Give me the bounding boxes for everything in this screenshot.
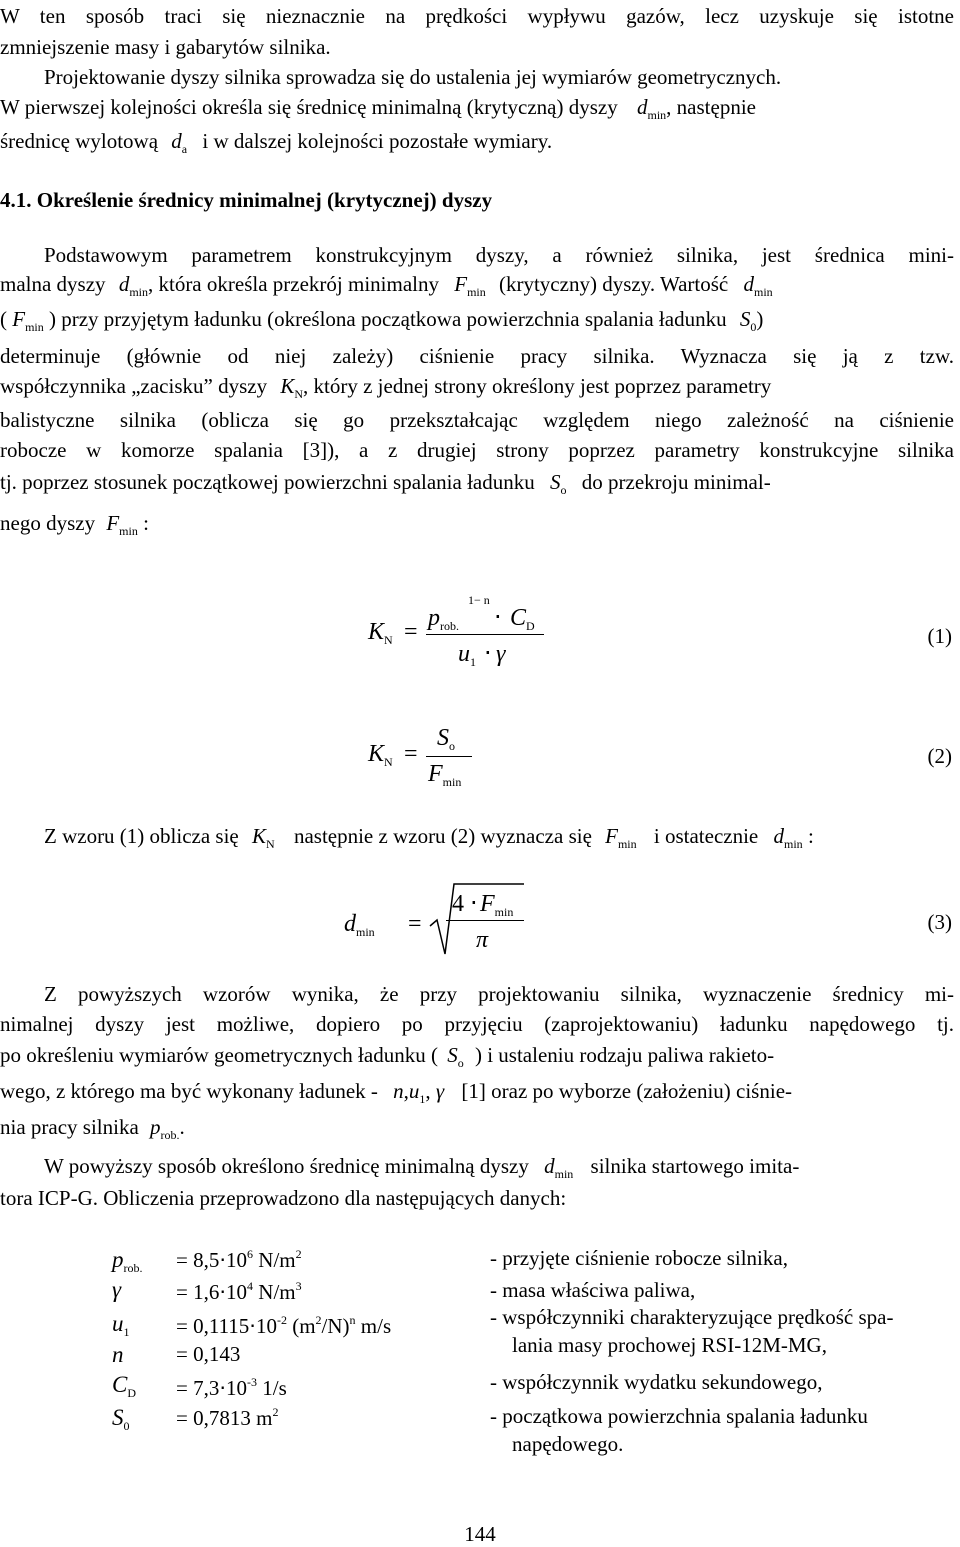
- row-symbol: $p_{rob.}$: [112, 1247, 143, 1275]
- row-symbol: n: [112, 1342, 124, 1367]
- row-symbol: $C_D$: [112, 1372, 137, 1400]
- text-line: tj. poprzez stosunek początkowej powierzchni spalania ładunku $S_o$ do przekroju minimal-: [0, 470, 771, 497]
- symbol-d-a: $d_a$: [171, 129, 188, 156]
- text-line: robocze w komorze spalania [3]), a z drugiej strony poprzez parametry konstrukcyjne silnika: [0, 438, 954, 462]
- text-line: determinuje (głównie od niej zależy) ciśnienie pracy silnika. Wyznacza się ją z tzw.: [0, 344, 954, 368]
- text-line: [0, 97, 954, 121]
- row-symbol: $u_1$: [112, 1311, 130, 1339]
- row-description-cont: napędowego.: [512, 1432, 624, 1456]
- text-line: wego, z którego ma być wykonany ładunek - $n,u_1$, γ [1] oraz po wyborze (założeniu) ciśnie-: [0, 1079, 793, 1106]
- symbol-d-min: $d_{min}$: [637, 95, 667, 122]
- row-value: = $8,5\cdot 10^6$ $N/m^2$: [176, 1247, 302, 1272]
- text-span: średnicę wylotową: [0, 129, 159, 153]
- text-line: po określeniu wymiarów geometrycznych ładunku ( $S_o$ ) i ustaleniu rodzaju paliwa rakieto-: [0, 1043, 775, 1070]
- text-line: Z wzoru (1) oblicza się $K_N$ następnie z wzoru (2) wyznacza się $F_{min}$ i ostatecznie $d_{min}$ :: [44, 824, 814, 851]
- text-span: , następnie: [666, 95, 756, 119]
- text-line: Projektowanie dyszy silnika sprowadza się do ustalenia jej wymiarów geometrycznych.: [44, 65, 782, 89]
- text-line: współczynnika „zacisku” dyszy $K_N$, który z jednej strony określony jest poprzez parametry: [0, 374, 772, 401]
- section-heading: 4.1. Określenie średnicy minimalnej (krytycznej) dyszy: [0, 188, 493, 212]
- row-symbol: $S_0$: [112, 1405, 130, 1433]
- text-line: balistyczne silnika (oblicza się go przekształcając względem niego zależność na ciśnienie: [0, 408, 954, 432]
- row-value: = $7,3\cdot 10^{-3}$ 1/s: [176, 1375, 287, 1400]
- row-description-cont: lania masy prochowej RSI-12M-MG,: [512, 1333, 827, 1357]
- text-line: nimalnej dyszy jest możliwe, dopiero po przyjęciu (zaprojektowaniu) ładunku napędowego tj.: [0, 1012, 954, 1036]
- row-description: - masa właściwa paliwa,: [490, 1278, 696, 1302]
- row-description: - współczynniki charakteryzujące prędkość spa-: [490, 1305, 894, 1329]
- text-line: tora ICP-G. Obliczenia przeprowadzono dla następujących danych:: [0, 1186, 567, 1210]
- text-line: W powyższy sposób określono średnicę minimalną dyszy $d_{min}$ silnika startowego imita-: [44, 1154, 800, 1181]
- text-line: ( $F_{min}$ ) przy przyjętym ładunku (określona początkowa powierzchnia spalania ładunku $S_0$): [0, 307, 764, 334]
- text-span: W pierwszej kolejności określa się średnicę minimalną (krytyczną) dyszy: [0, 95, 618, 119]
- row-symbol: γ: [112, 1277, 122, 1302]
- row-value: = $1,6\cdot 10^4$ $N/m^3$: [176, 1279, 302, 1304]
- text-line: W ten sposób traci się nieznacznie na prędkości wypływu gazów, lecz uzyskuje się istotne: [0, 4, 954, 28]
- text-line: nia pracy silnika $p_{rob.}$.: [0, 1115, 185, 1142]
- text-span: i w dalszej kolejności pozostałe wymiary.: [202, 129, 553, 153]
- text-line: Z powyższych wzorów wynika, że przy projektowaniu silnika, wyznaczenie średnicy mi-: [44, 982, 954, 1006]
- row-value: = 0,143: [176, 1342, 241, 1366]
- row-description: - początkowa powierzchnia spalania ładunku: [490, 1404, 868, 1428]
- text-line: Podstawowym parametrem konstrukcyjnym dyszy, a również silnika, jest średnica mini-: [44, 243, 954, 267]
- row-value: = 0,7813 $m^2$: [176, 1405, 279, 1430]
- text-line: zmniejszenie masy i gabarytów silnika.: [0, 35, 331, 59]
- page-number: 144: [464, 1522, 496, 1546]
- text-line: [0, 131, 954, 155]
- row-description: - przyjęte ciśnienie robocze silnika,: [490, 1246, 788, 1270]
- document-page: W ten sposób traci się nieznacznie na prędkości wypływu gazów, lecz uzyskuje się istotne zmniejszenie masy i gabarytów silnika. Projektowanie dyszy silnika sprowadza się do ustalenia jej wymiarów geometrycznych. W pierwszej kolejności określa się średnicę minimalną (krytyczną) dyszy $d_{min}$, następnie średnicę wylotową $d_a$ i w dalszej kolejności pozostałe wymiary. 4.1. Określenie średnicy minimalnej (krytycznej) dyszy Podstawowym parametrem konstrukcyjnym dyszy, a również silnika, jest średnica mini- malna dyszy $d_{min}$, która określa przekrój minimalny $F_{min}$ (krytyczny) dyszy. Wartość $d_{min}$ ( $F_{min}$ ) przy przyjętym ładunku (określona początkowa powierzchnia spalania ładunku $S_0$) determinuje (głównie od niej zależy) ciśnienie pracy silnika. Wyznacza się ją z tzw. współczynnika „zacisku” dyszy $K_N$, który z jednej strony określony jest poprzez parametry balistyczne silnika (oblicza się go przekształcając względem niego zależność na ciśnienie robocze w komorze spalania [3]), a z drugiej strony poprzez parametry konstrukcyjne silnika tj. poprzez stosunek początkowej powierzchni spalania ładunku $S_o$ do przekroju minimal- nego dyszy $F_{min}$ : $K_N$ = 1− n $p_{rob.}$ ⋅ $C_D$ $u_1$ ⋅ γ (1) $K_N$ = $S_o$ $F_{min}$ (2) Z wzoru (1) oblicza się $K_N$ następnie z wzoru (2) wyznacza się $F_{min}$ i ostatecznie $d_{min}$ : $d_{min}$ = 4 ⋅ $F_{min}$ π (3) Z powyższych wzorów wynika, że przy projektowaniu silnika, wyznaczenie średnicy mi- nimalnej dyszy jest możliwe, dopiero po przyjęciu (zaprojektowaniu) ładunku napędowego tj. po określeniu wymiarów geometrycznych ładunku ( $S_o$ ) i ustaleniu rodzaju paliwa rakieto- wego, z którego ma być wykonany ładunek - $n,u_1$, γ [1] oraz po wyborze (założeniu) ciśnie- nia pracy silnika $p_{rob.}$. W powyższy sposób określono średnicę minimalną dyszy $d_{min}$ silnika startowego imita- tora ICP-G. Obliczenia przeprowadzono dla następujących danych: $p_{rob.}$ = $8,5\cdot 10^6$ $N/m^2$ - przyjęte ciśnienie robocze silnika, γ = $1,6\cdot 10^4$ $N/m^3$ - masa właściwa paliwa, $u_1$ = $0,1115\cdot 10^{-2}$ $(m^2/N)^n$ m/s - współczynniki charakteryzujące prędkość spa- lania masy prochowej RSI-12M-MG, n = 0,143 $C_D$ = $7,3\cdot 10^{-3}$ 1/s - współczynnik wydatku sekundowego, $S_0$ = 0,7813 $m^2$ - początkowa powierzchnia spalania ładunku napędowego. 144: [0, 0, 960, 1543]
- text-line: nego dyszy $F_{min}$ :: [0, 511, 149, 538]
- row-value: = $0,1115\cdot 10^{-2}$ $(m^2/N)^n$ m/s: [176, 1313, 392, 1338]
- text-line: malna dyszy $d_{min}$, która określa przekrój minimalny $F_{min}$ (krytyczny) dyszy. Wartość $d_{min}$: [0, 272, 773, 299]
- row-description: - współczynnik wydatku sekundowego,: [490, 1370, 823, 1394]
